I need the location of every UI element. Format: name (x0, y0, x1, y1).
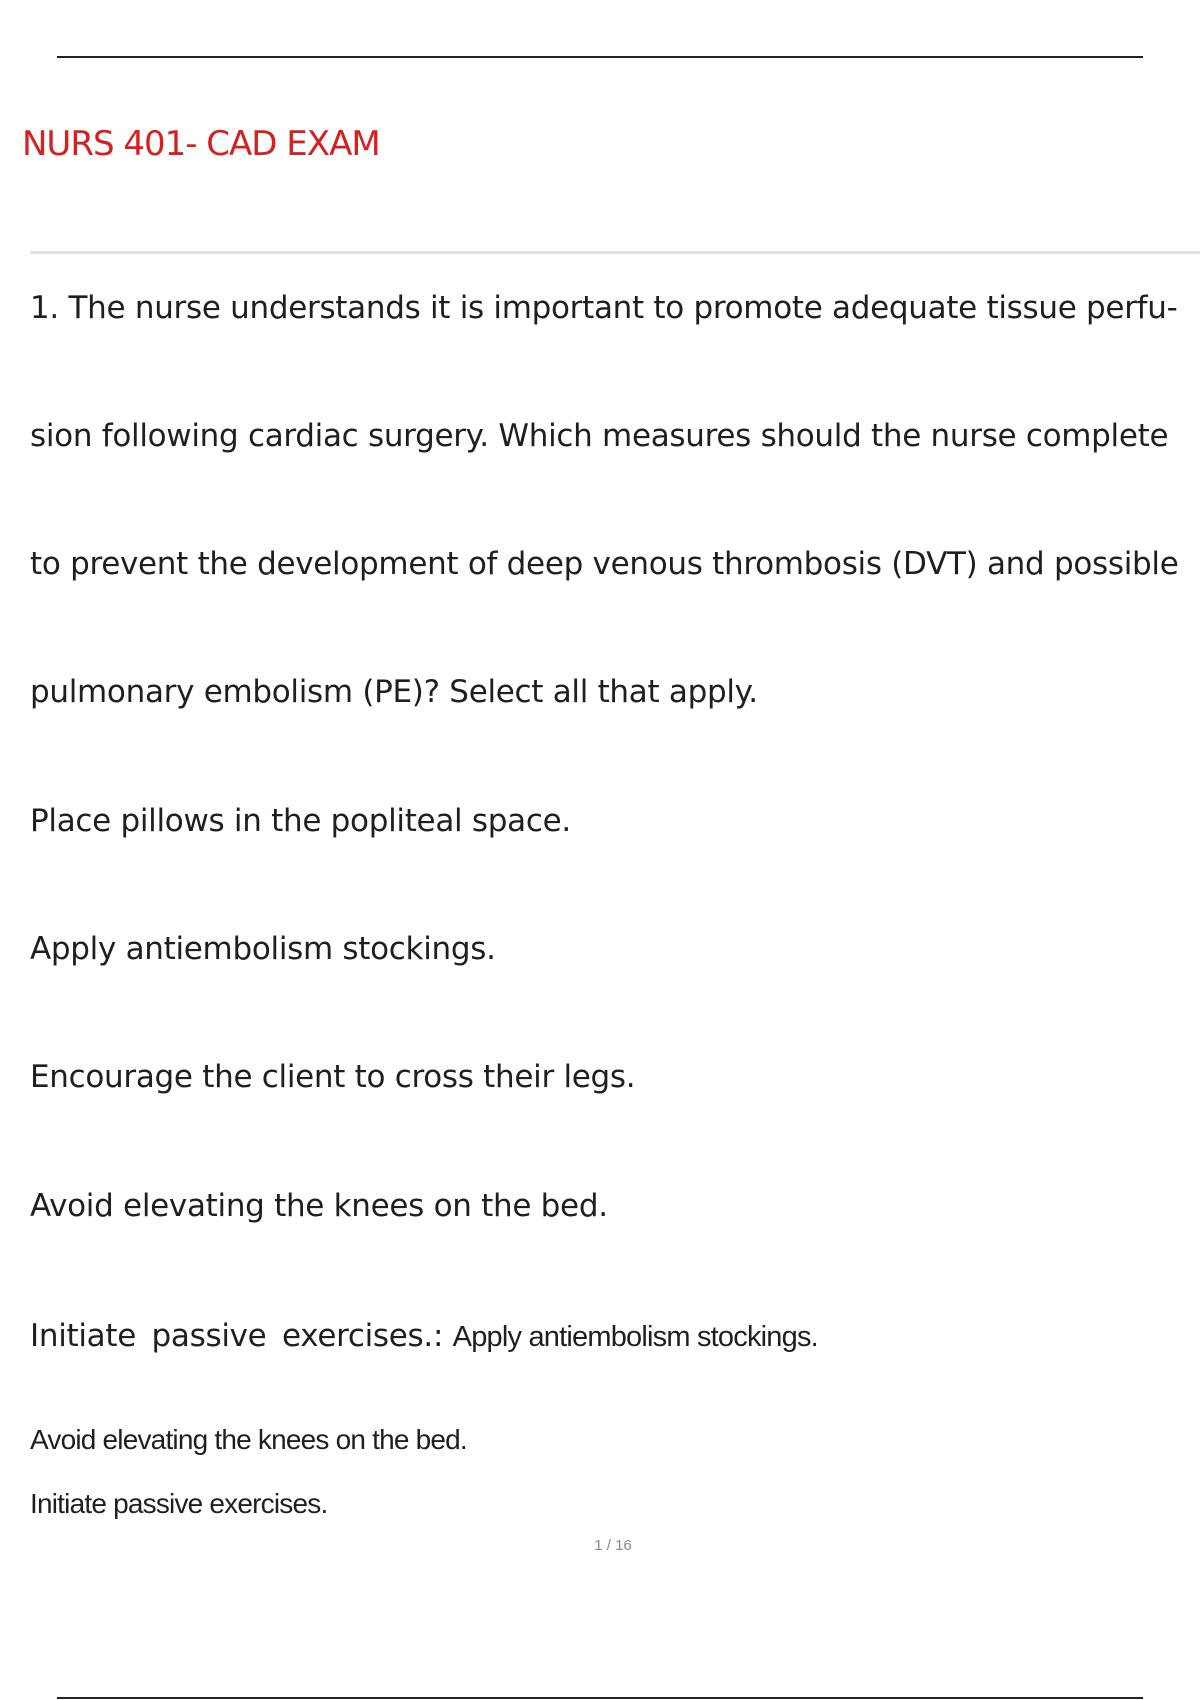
option-item: Encourage the client to cross their legs. (30, 1059, 636, 1095)
title-divider (30, 251, 1200, 254)
question-line: to prevent the development of deep venous thrombosis (DVT) and possible (30, 546, 1179, 582)
bottom-rule (57, 1697, 1143, 1699)
question-line: sion following cardiac surgery. Which measures should the nurse complete (30, 418, 1169, 454)
option-item: Place pillows in the popliteal space. (30, 803, 571, 839)
question-line: 1. The nurse understands it is important to promote adequate tissue perfu- (30, 290, 1178, 326)
option-item: Apply antiembolism stockings. (30, 931, 496, 967)
page-number: 1 / 16 (594, 1537, 632, 1554)
answer-text: Apply antiembolism stockings. (452, 1321, 818, 1353)
option-item: Avoid elevating the knees on the bed. (30, 1188, 608, 1224)
top-rule (57, 56, 1143, 58)
answer-label: Initiate passive exercises.: (30, 1318, 444, 1354)
answer-row (30, 1316, 818, 1357)
answer-text: Initiate passive exercises. (30, 1488, 328, 1519)
document-title: NURS 401- CAD EXAM (22, 124, 380, 164)
answer-text: Avoid elevating the knees on the bed. (30, 1424, 467, 1455)
question-line: pulmonary embolism (PE)? Select all that apply. (30, 674, 758, 710)
